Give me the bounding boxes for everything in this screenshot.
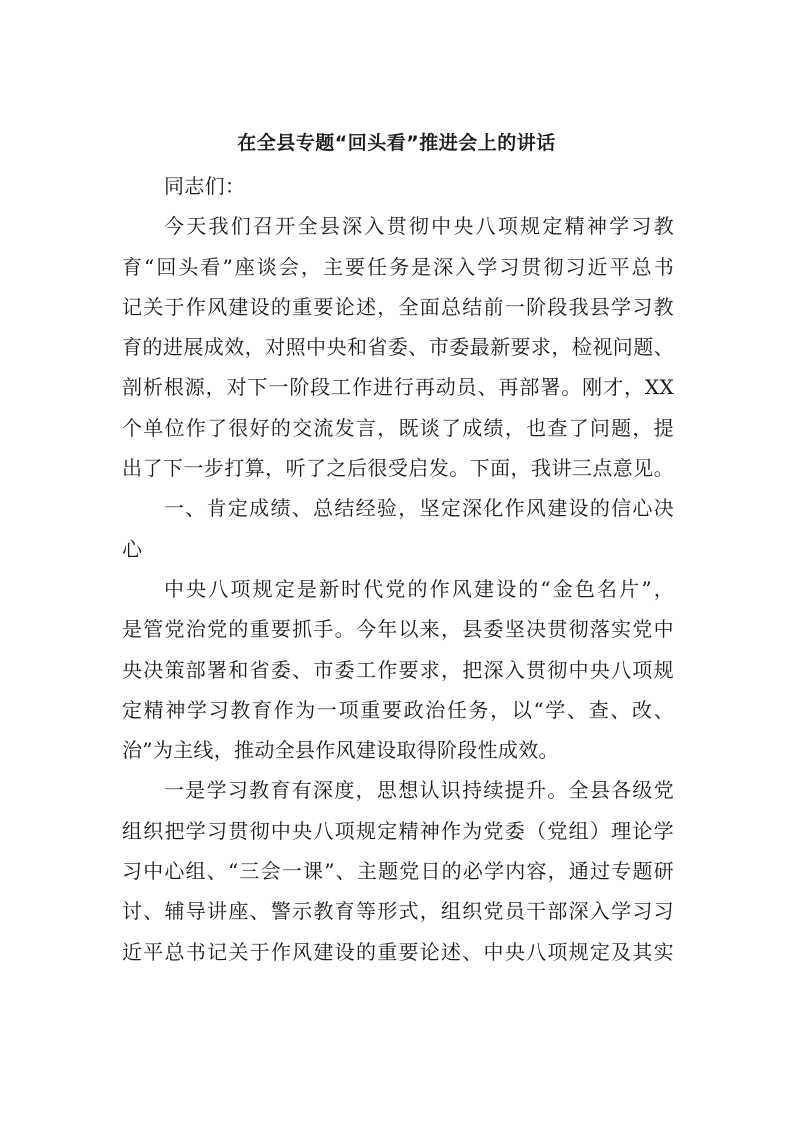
text-line: 中央八项规定是新时代党的作风建设的“金色名片”， <box>164 576 674 601</box>
text-line: 记关于作风建设的重要论述，全面总结前一阶段我县学习教 <box>122 294 674 319</box>
text-line: 是管党治党的重要抓手。今年以来，县委坚决贯彻落实党中 <box>122 617 674 642</box>
text-line: 育“回头看”座谈会，主要任务是深入学习贯彻习近平总书 <box>122 254 674 279</box>
text-line: 心 <box>122 536 143 561</box>
document-body <box>122 166 674 972</box>
text-line: 近平总书记关于作风建设的重要论述、中央八项规定及其实 <box>122 939 674 964</box>
text-line: 一、肯定成绩、总结经验，坚定深化作风建设的信心决 <box>164 496 674 521</box>
text-line: 组织把学习贯彻中央八项规定精神作为党委（党组）理论学 <box>122 818 674 843</box>
text-line: 央决策部署和省委、市委工作要求，把深入贯彻中央八项规 <box>122 657 674 682</box>
text-line: 出了下一步打算，听了之后很受启发。下面，我讲三点意见。 <box>122 456 674 481</box>
text-line: 习中心组、“三会一课”、主题党日的必学内容，通过专题研 <box>122 859 674 884</box>
text-line: 今天我们召开全县深入贯彻中央八项规定精神学习教 <box>164 214 674 239</box>
text-line: 个单位作了很好的交流发言，既谈了成绩，也查了问题，提 <box>122 415 674 440</box>
text-line: 治”为主线，推动全县作风建设取得阶段性成效。 <box>122 738 559 763</box>
text-line: 讨、辅导讲座、警示教育等形式，组织党员干部深入学习习 <box>122 899 674 924</box>
document-title: 在全县专题“回头看”推进会上的讲话 <box>237 132 556 154</box>
text-line: 育的进展成效，对照中央和省委、市委最新要求，检视问题、 <box>122 335 674 360</box>
text-line: 定精神学习教育作为一项重要政治任务，以“学、查、改、 <box>122 697 674 722</box>
text-line: 剖析根源，对下一阶段工作进行再动员、再部署。刚才，XX <box>122 375 674 400</box>
text-line: 同志们： <box>164 174 246 198</box>
text-line: 一是学习教育有深度，思想认识持续提升。全县各级党 <box>164 778 674 803</box>
